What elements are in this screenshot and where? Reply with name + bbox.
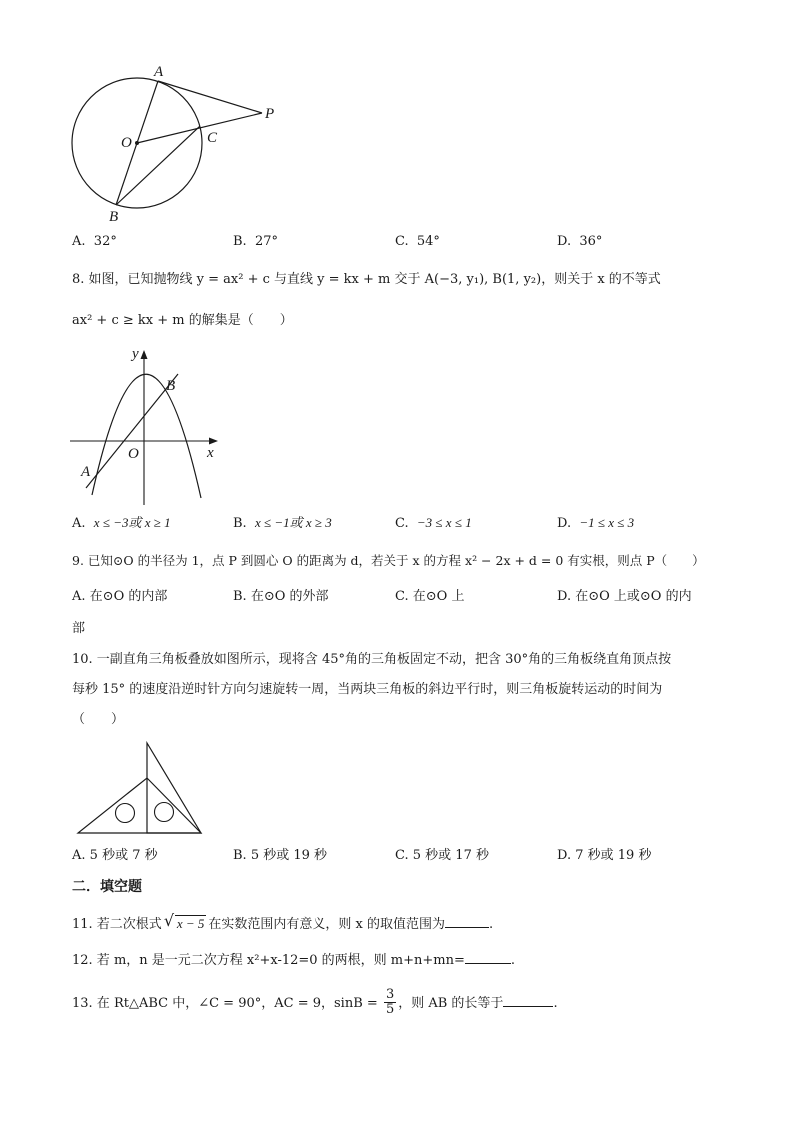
q10-stem-line3: （ ） bbox=[72, 712, 125, 727]
q8-label-y: y bbox=[132, 346, 139, 362]
q7-circle-figure bbox=[60, 58, 290, 228]
q7-label-c: C bbox=[207, 130, 218, 146]
q11-stem bbox=[72, 911, 494, 934]
q8-option-c: C. −3 ≤ x ≤ 1 bbox=[395, 515, 472, 531]
q7-line-ap bbox=[158, 81, 262, 113]
q13-pre: 13. 在 Rt△ABC 中，∠C = 90°，AC = 9，sinB = bbox=[72, 996, 378, 1011]
q7-label-b: B bbox=[109, 209, 119, 225]
q8-label-b: B bbox=[166, 378, 176, 394]
q10-option-b: B. 5 秒或 19 秒 bbox=[233, 848, 328, 863]
q7-option-a: A. 32° bbox=[72, 234, 117, 249]
q11-post: 在实数范围内有意义，则 x 的取值范围为 bbox=[208, 917, 445, 932]
q8-option-d: D. −1 ≤ x ≤ 3 bbox=[557, 515, 635, 531]
q11-radical bbox=[163, 911, 207, 934]
q10-hole-left bbox=[116, 804, 135, 823]
q9-option-b: B. 在⊙O 的外部 bbox=[233, 589, 329, 604]
q7-option-c: C. 54° bbox=[395, 234, 440, 249]
q8-option-b: B. x ≤ −1或 x ≥ 3 bbox=[233, 515, 332, 531]
q8-stem-line2: ax² + c ≥ kx + m 的解集是（ ） bbox=[72, 313, 293, 328]
q8-y-arrow bbox=[141, 350, 148, 359]
q12-answer-blank[interactable] bbox=[465, 951, 511, 964]
q10-triangle-30 bbox=[147, 743, 201, 833]
q8-x-arrow bbox=[209, 438, 218, 445]
q12-stem bbox=[72, 951, 515, 970]
q7-label-a: A bbox=[154, 64, 164, 80]
q10-triangle-45 bbox=[78, 778, 201, 833]
q9-option-d: D. 在⊙O 上或⊙O 的内 bbox=[557, 589, 692, 604]
q10-hole-right bbox=[155, 803, 174, 822]
q10-option-c: C. 5 秒或 17 秒 bbox=[395, 848, 489, 863]
q8-stem-line1: 8. 如图，已知抛物线 y = ax² + c 与直线 y = kx + m 交于 A(−3, y₁), B(1, y₂)，则关于 x 的不等式 bbox=[72, 272, 661, 287]
q13-numerator: 3 bbox=[385, 987, 395, 1002]
q11-radicand: x − 5 bbox=[176, 916, 205, 931]
q11-answer-blank[interactable] bbox=[445, 915, 489, 928]
q9-option-a: A. 在⊙O 的内部 bbox=[72, 589, 168, 604]
q7-line-op bbox=[137, 113, 262, 143]
q9-stem: 9. 已知⊙O 的半径为 1，点 P 到圆心 O 的距离为 d，若关于 x 的方程 x² − 2x + d = 0 有实根，则点 P（ ） bbox=[72, 553, 705, 568]
q13-fraction bbox=[384, 988, 396, 1017]
q13-denominator: 5 bbox=[385, 1002, 395, 1017]
q13-post: ，则 AB 的长等于 bbox=[398, 996, 504, 1011]
q8-line bbox=[86, 374, 178, 488]
section-heading-fill-in: 二．填空题 bbox=[72, 879, 142, 895]
q10-stem-line2: 每秒 15° 的速度沿逆时针方向匀速旋转一周，当两块三角板的斜边平行时，则三角板旋转运动的时间为 bbox=[72, 682, 663, 697]
q7-center-dot bbox=[135, 141, 139, 145]
q8-label-o: O bbox=[128, 446, 139, 462]
q8-label-x: x bbox=[207, 445, 214, 461]
q10-option-a: A. 5 秒或 7 秒 bbox=[72, 848, 158, 863]
q7-option-b: B. 27° bbox=[233, 234, 278, 249]
q10-option-d: D. 7 秒或 19 秒 bbox=[557, 848, 652, 863]
q8-option-a: A. x ≤ −3或 x ≥ 1 bbox=[72, 515, 171, 531]
q8-label-a: A bbox=[81, 464, 91, 480]
q9-option-d-wrap: 部 bbox=[72, 621, 86, 636]
q10-triangle-figure bbox=[74, 738, 206, 838]
q13-end: . bbox=[553, 996, 558, 1011]
q7-option-d: D. 36° bbox=[557, 234, 603, 249]
q8-parabola bbox=[92, 374, 201, 498]
q12-end: . bbox=[510, 953, 516, 968]
q12-text: 12. 若 m，n 是一元二次方程 x²+x-12=0 的两根，则 m+n+mn= bbox=[72, 953, 465, 968]
q13-stem bbox=[72, 989, 558, 1018]
q13-answer-blank[interactable] bbox=[503, 994, 553, 1007]
q9-option-c: C. 在⊙O 上 bbox=[395, 589, 465, 604]
q11-end: . bbox=[488, 917, 494, 932]
q7-label-p: P bbox=[265, 106, 275, 122]
q11-pre: 11. 若二次根式 bbox=[72, 917, 162, 932]
q10-stem-line1: 10. 一副直角三角板叠放如图所示，现将含 45°角的三角板固定不动，把含 30°角的三角板绕直角顶点按 bbox=[72, 652, 672, 667]
q8-parabola-figure bbox=[66, 340, 231, 510]
q11-radical-sign: √ bbox=[163, 911, 175, 930]
q7-label-o: O bbox=[121, 135, 132, 151]
